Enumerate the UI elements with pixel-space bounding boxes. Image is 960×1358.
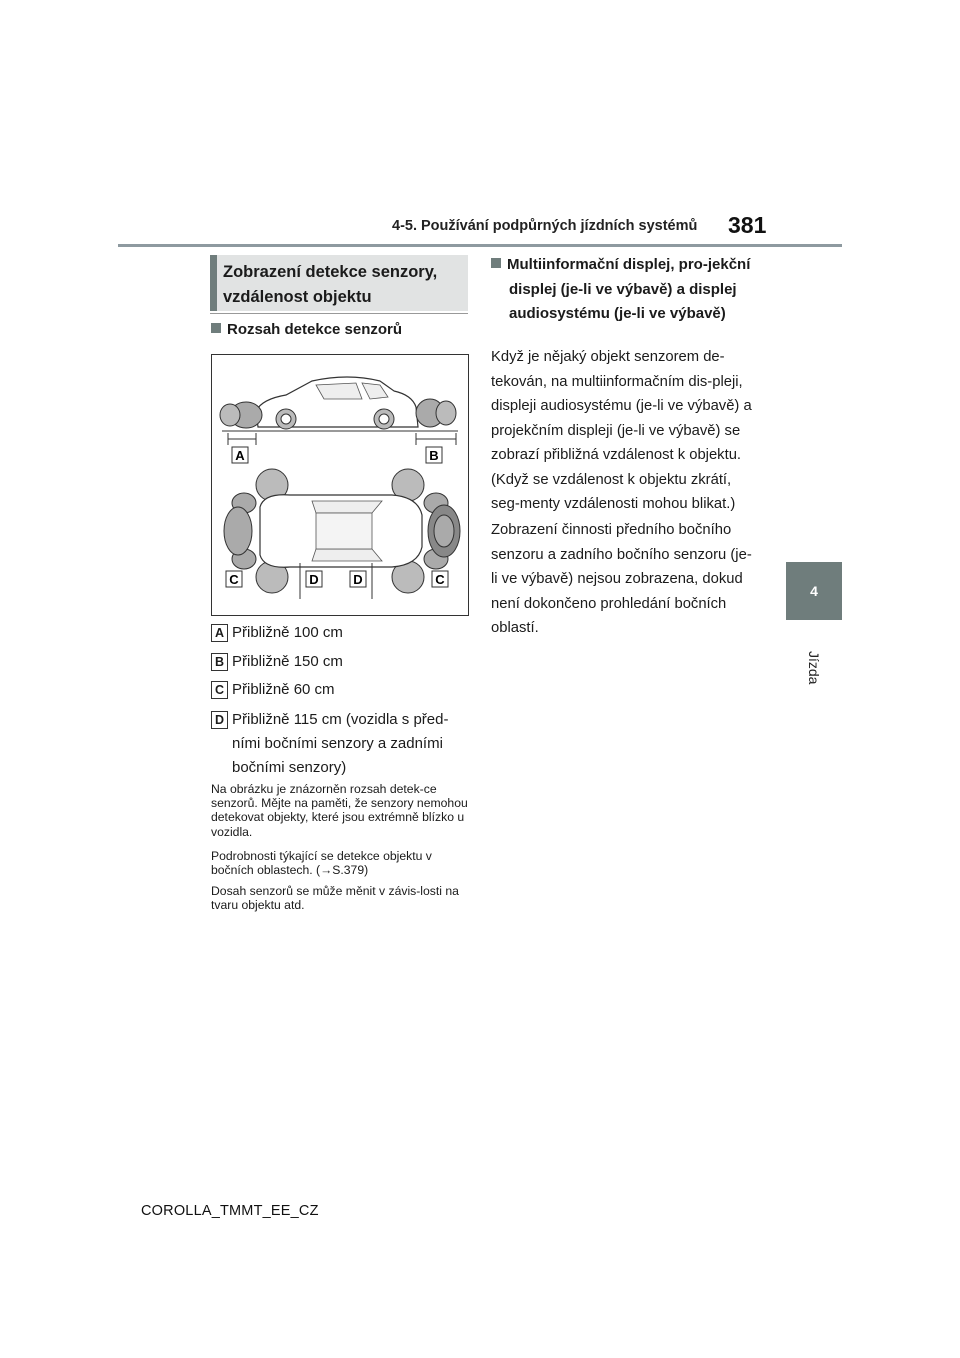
car-top-view xyxy=(260,495,422,568)
chapter-label: Jízda xyxy=(806,651,822,685)
legend-item-b xyxy=(211,650,469,674)
legend-text: Přibližně 115 cm (vozidla s před-ními bočními senzory a zadními bočními senzory) xyxy=(232,711,449,776)
section-heading: Zobrazení detekce senzory, vzdálenost objektu xyxy=(223,263,438,306)
legend-text: Přibližně 100 cm xyxy=(232,624,343,641)
legend-key: C xyxy=(211,681,228,699)
legend-item-d xyxy=(211,708,469,780)
paragraph-2: Zobrazení činnosti předního bočního senzoru a zadního bočního senzoru (je-li ve výbavě) nejsou zobrazena, dokud není dokončeno prohledání bočních oblastí. xyxy=(491,522,752,636)
page-number: 381 xyxy=(728,212,767,238)
sensor-range-diagram xyxy=(212,355,468,615)
document-code: COROLLA_TMMT_EE_CZ xyxy=(141,1203,319,1219)
paragraph-1: Když je nějaký objekt senzorem de-tekován, na multiinformačním dis-pleji, displeji audiosystému (je-li ve výbavě) a projekčním displeji (je-li ve výbavě) se zobrazí přibližná vzdálenost k objektu. (Když se vzdálenost k objektu zkrátí, seg-menty vzdálenosti mohou blikat.) xyxy=(491,349,752,512)
subheading-detection-range: Rozsah detekce senzorů xyxy=(211,318,402,343)
legend-key: A xyxy=(211,624,228,642)
legend-key: B xyxy=(211,653,228,671)
svg-text:C: C xyxy=(229,572,239,587)
legend-text: Přibližně 150 cm xyxy=(232,653,343,670)
note-2: Podrobnosti týkající se detekce objektu v bočních oblastech. (→S.379) xyxy=(211,849,432,878)
label-c-left xyxy=(226,571,242,587)
legend-item-c xyxy=(211,678,469,702)
label-d-left xyxy=(306,571,322,587)
chapter-tab: 4 xyxy=(786,562,842,620)
running-header-section: 4-5. Používání podpůrných jízdních systémů xyxy=(392,218,698,234)
label-a xyxy=(232,447,248,463)
section-heading-box xyxy=(210,255,468,311)
label-b xyxy=(426,447,442,463)
subheading-displays: Multiinformační displej, pro-jekční displej (je-li ve výbavě) a displej audiosystému (je-li ve výbavě) xyxy=(491,253,773,327)
dimension-arrows-top xyxy=(228,433,456,445)
header-rule xyxy=(118,244,842,247)
legend-text: Přibližně 60 cm xyxy=(232,681,335,698)
note-1: Na obrázku je znázorněn rozsah detek-ce senzorů. Mějte na paměti, že senzory nemohou detekovat objekty, které jsou extrémně blízko u vozidla. xyxy=(211,782,468,839)
sensor-range-figure xyxy=(211,354,469,616)
svg-text:D: D xyxy=(309,572,319,587)
square-bullet-icon xyxy=(211,323,221,333)
section-heading-rule xyxy=(210,313,468,314)
svg-text:B: B xyxy=(429,448,439,463)
svg-text:A: A xyxy=(235,448,245,463)
legend-item-a xyxy=(211,621,469,645)
label-c-right xyxy=(432,571,448,587)
svg-text:C: C xyxy=(435,572,445,587)
label-d-right xyxy=(350,571,366,587)
svg-text:D: D xyxy=(353,572,363,587)
note-3: Dosah senzorů se může měnit v závis-losti na tvaru objektu atd. xyxy=(211,884,459,913)
square-bullet-icon xyxy=(491,258,501,268)
legend-key: D xyxy=(211,711,228,729)
section-heading-bar xyxy=(210,255,217,311)
